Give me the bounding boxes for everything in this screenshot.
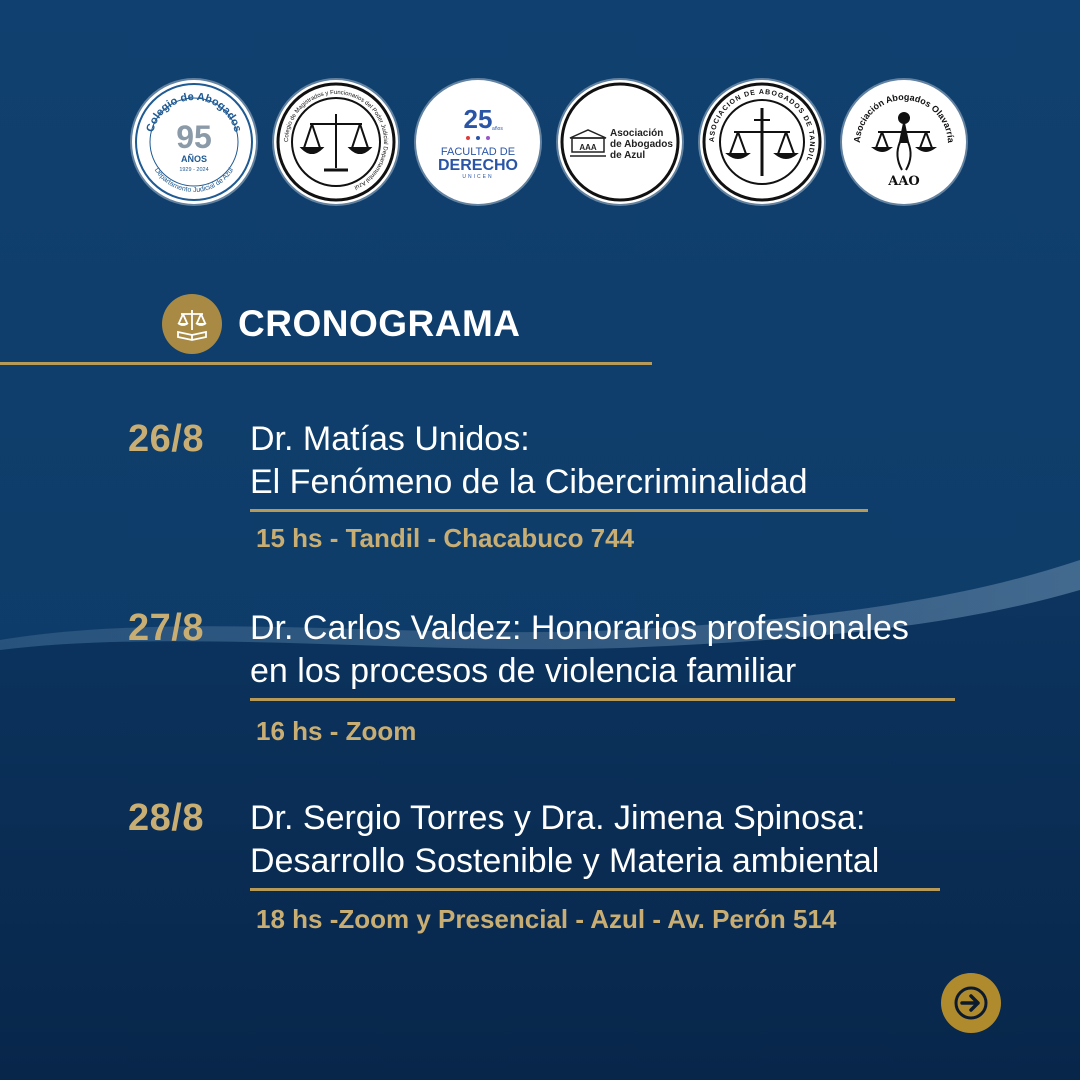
event-detail: 15 hs - Tandil - Chacabuco 744 [256,523,635,553]
asociacion-abogados-azul-logo [558,80,682,204]
event-title-line: Desarrollo Sostenible y Materia ambiental [250,842,880,880]
event-title-line: El Fenómeno de la Cibercriminalidad [250,463,808,501]
scales-book-icon [162,294,222,354]
event-date: 27/8 [128,607,204,649]
colegio-magistrados-logo [274,80,398,204]
event-divider [250,698,955,701]
svg-text:Colegio de Magistrados y Funci: Colegio de Magistrados y Funcionarios del Poder Judicial Departamental Azul [283,89,389,191]
event-title-line: Dr. Matías Unidos: [250,420,530,458]
event-title-line: en los procesos de violencia familiar [250,652,797,690]
svg-text:Departamento Judicial de Azul: Departamento Judicial de Azul [152,166,236,195]
event-divider [250,888,940,891]
page-title: CRONOGRAMA [238,303,521,344]
svg-text:FACULTAD DE: FACULTAD DE [440,146,516,158]
event-title-line: Dr. Carlos Valdez: Honorarios profesionales [250,609,909,647]
event-title [250,418,808,504]
event-title [250,607,909,693]
event-divider [250,509,868,512]
svg-text:Colegio de Abogados: Colegio de Abogados [144,90,244,134]
logo-row [130,80,970,208]
svg-text:Asociación Abogados Olavarría: Asociación Abogados Olavarría [851,91,957,144]
asociacion-abogados-olavarria-logo [842,80,966,204]
svg-text:UNICEN: UNICEN [462,174,494,180]
section-header [162,293,520,355]
svg-text:AAO: AAO [888,174,920,189]
facultad-derecho-logo [416,80,540,204]
svg-text:años: años [492,126,503,132]
event-date: 26/8 [128,418,204,460]
svg-text:1929 - 2024: 1929 - 2024 [179,167,209,173]
event-detail: 18 hs -Zoom y Presencial - Azul - Av. Perón 514 [256,904,837,934]
event-title [250,797,879,883]
next-button[interactable] [941,973,1001,1033]
svg-text:de Azul: de Azul [610,150,646,161]
event-detail: 16 hs - Zoom [256,716,417,746]
svg-text:DERECHO: DERECHO [437,157,519,174]
svg-text:95: 95 [176,119,212,155]
svg-text:25: 25 [463,104,493,134]
asociacion-abogados-tandil-logo [700,80,824,204]
svg-text:AÑOS: AÑOS [180,154,208,164]
svg-text:de Abogados: de Abogados [610,139,673,150]
svg-text:AAA: AAA [579,143,597,152]
arrow-right-icon [951,983,991,1023]
title-divider [0,362,652,365]
svg-text:Asociación: Asociación [610,128,664,139]
event-title-line: Dr. Sergio Torres y Dra. Jimena Spinosa: [250,799,866,837]
svg-text:ASOCIACION DE ABOGADOS DE TAND: ASOCIACION DE ABOGADOS DE TANDIL [708,88,816,163]
colegio-abogados-logo [132,80,256,204]
event-date: 28/8 [128,797,204,839]
